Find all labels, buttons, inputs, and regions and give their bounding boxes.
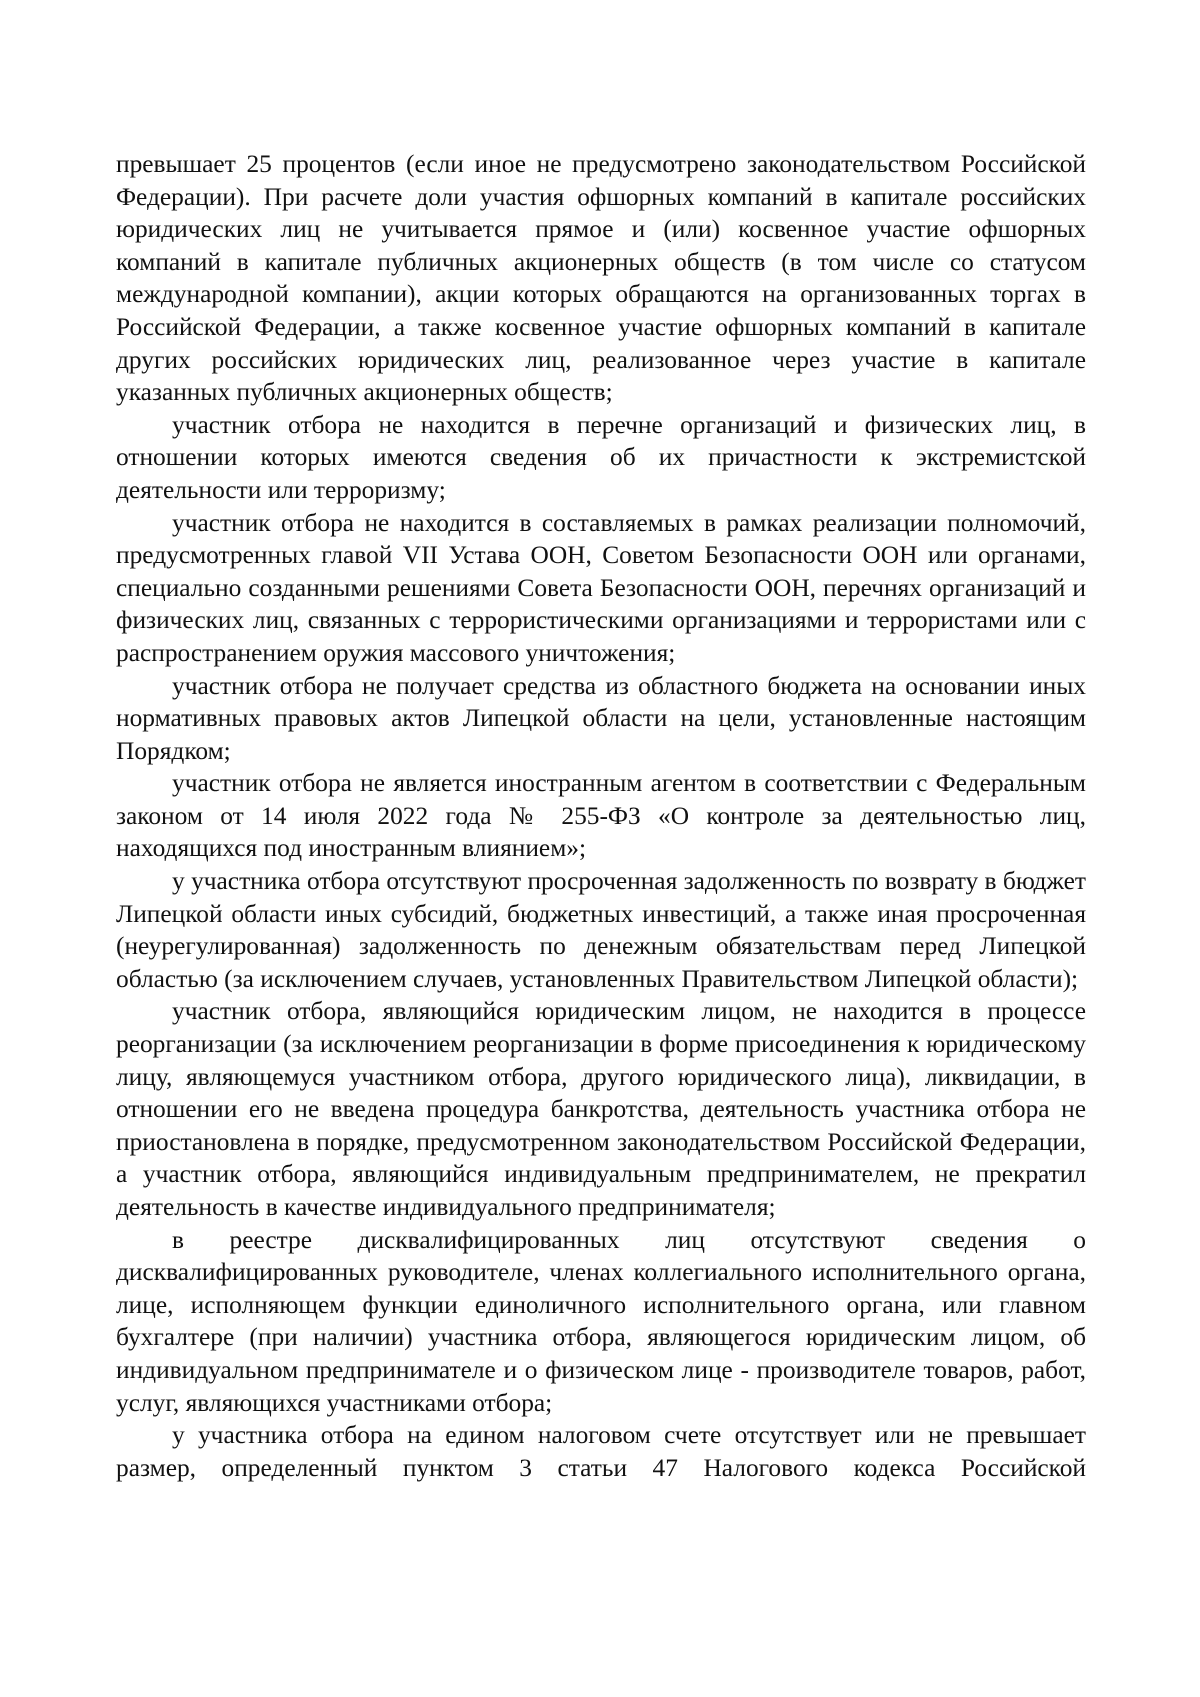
document-page: [116, 148, 1086, 1484]
paragraph-disqualified-persons: в реестре дисквалифицированных лиц отсутствуют сведения о дисквалифицированных руководителе, членах коллегиального исполнительного органа, лице, исполняющем функции единоличного исполнительного органа, или главном бухгалтере (при наличии) участника отбора, являющегося юридическим лицом, об индивидуальном предпринимателе и о физическом лице - производителе товаров, работ, услуг, являющихся участниками отбора;: [116, 1225, 1086, 1417]
paragraph-overdue-debt: у участника отбора отсутствуют просроченная задолженность по возврату в бюджет Липецкой области иных субсидий, бюджетных инвестиций, а также иная просроченная (неурегулированная) задолженность по денежным обязательствам перед Липецкой областью (за исключением случаев, установленных Правительством Липецкой области);: [116, 867, 1086, 993]
paragraph-reorganization: участник отбора, являющийся юридическим лицом, не находится в процессе реорганизации (за исключением реорганизации в форме присоединения к юридическому лицу, являющемуся участником отбора, другого юридического лица), ликвидации, в отношении его не введена процедура банкротства, деятельность участника отбора не приостановлена в порядке, предусмотренном законодательством Российской Федерации, а участник отбора, являющийся индивидуальным предпринимателем, не прекратил деятельность в качестве индивидуального предпринимателя;: [116, 997, 1086, 1221]
paragraph-no-other-budget-funds: участник отбора не получает средства из областного бюджета на основании иных нормативных правовых актов Липецкой области на цели, установленные настоящим Порядком;: [116, 671, 1086, 765]
paragraph-un-sanctions-list: участник отбора не находится в составляемых в рамках реализации полномочий, предусмотренных главой VII Устава ООН, Советом Безопасности ООН или органами, специально созданными решениями Совета Безопасности ООН, перечнях организаций и физических лиц, связанных с террористическими организациями и террористами или с распространением оружия массового уничтожения;: [116, 508, 1086, 667]
paragraph-extremism-list: участник отбора не находится в перечне организаций и физических лиц, в отношении которых имеются сведения об их причастности к экстремистской деятельности или терроризму;: [116, 410, 1086, 504]
paragraph-offshore-share: превышает 25 процентов (если иное не предусмотрено законодательством Российской Федерации). При расчете доли участия офшорных компаний в капитале российских юридических лиц не учитывается прямое и (или) косвенное участие офшорных компаний в капитале публичных акционерных обществ (в том числе со статусом международной компании), акции которых обращаются на организованных торгах в Российской Федерации, а также косвенное участие офшорных компаний в капитале других российских юридических лиц, реализованное через участие в капитале указанных публичных акционерных обществ;: [116, 150, 1086, 407]
paragraph-tax-account: у участника отбора на едином налоговом счете отсутствует или не превышает размер, определенный пунктом 3 статьи 47 Налогового кодекса Российской: [116, 1421, 1086, 1482]
paragraph-foreign-agent: участник отбора не является иностранным агентом в соответствии с Федеральным законом от 14 июля 2022 года № 255-ФЗ «О контроле за деятельностью лиц, находящихся под иностранным влиянием»;: [116, 769, 1086, 863]
